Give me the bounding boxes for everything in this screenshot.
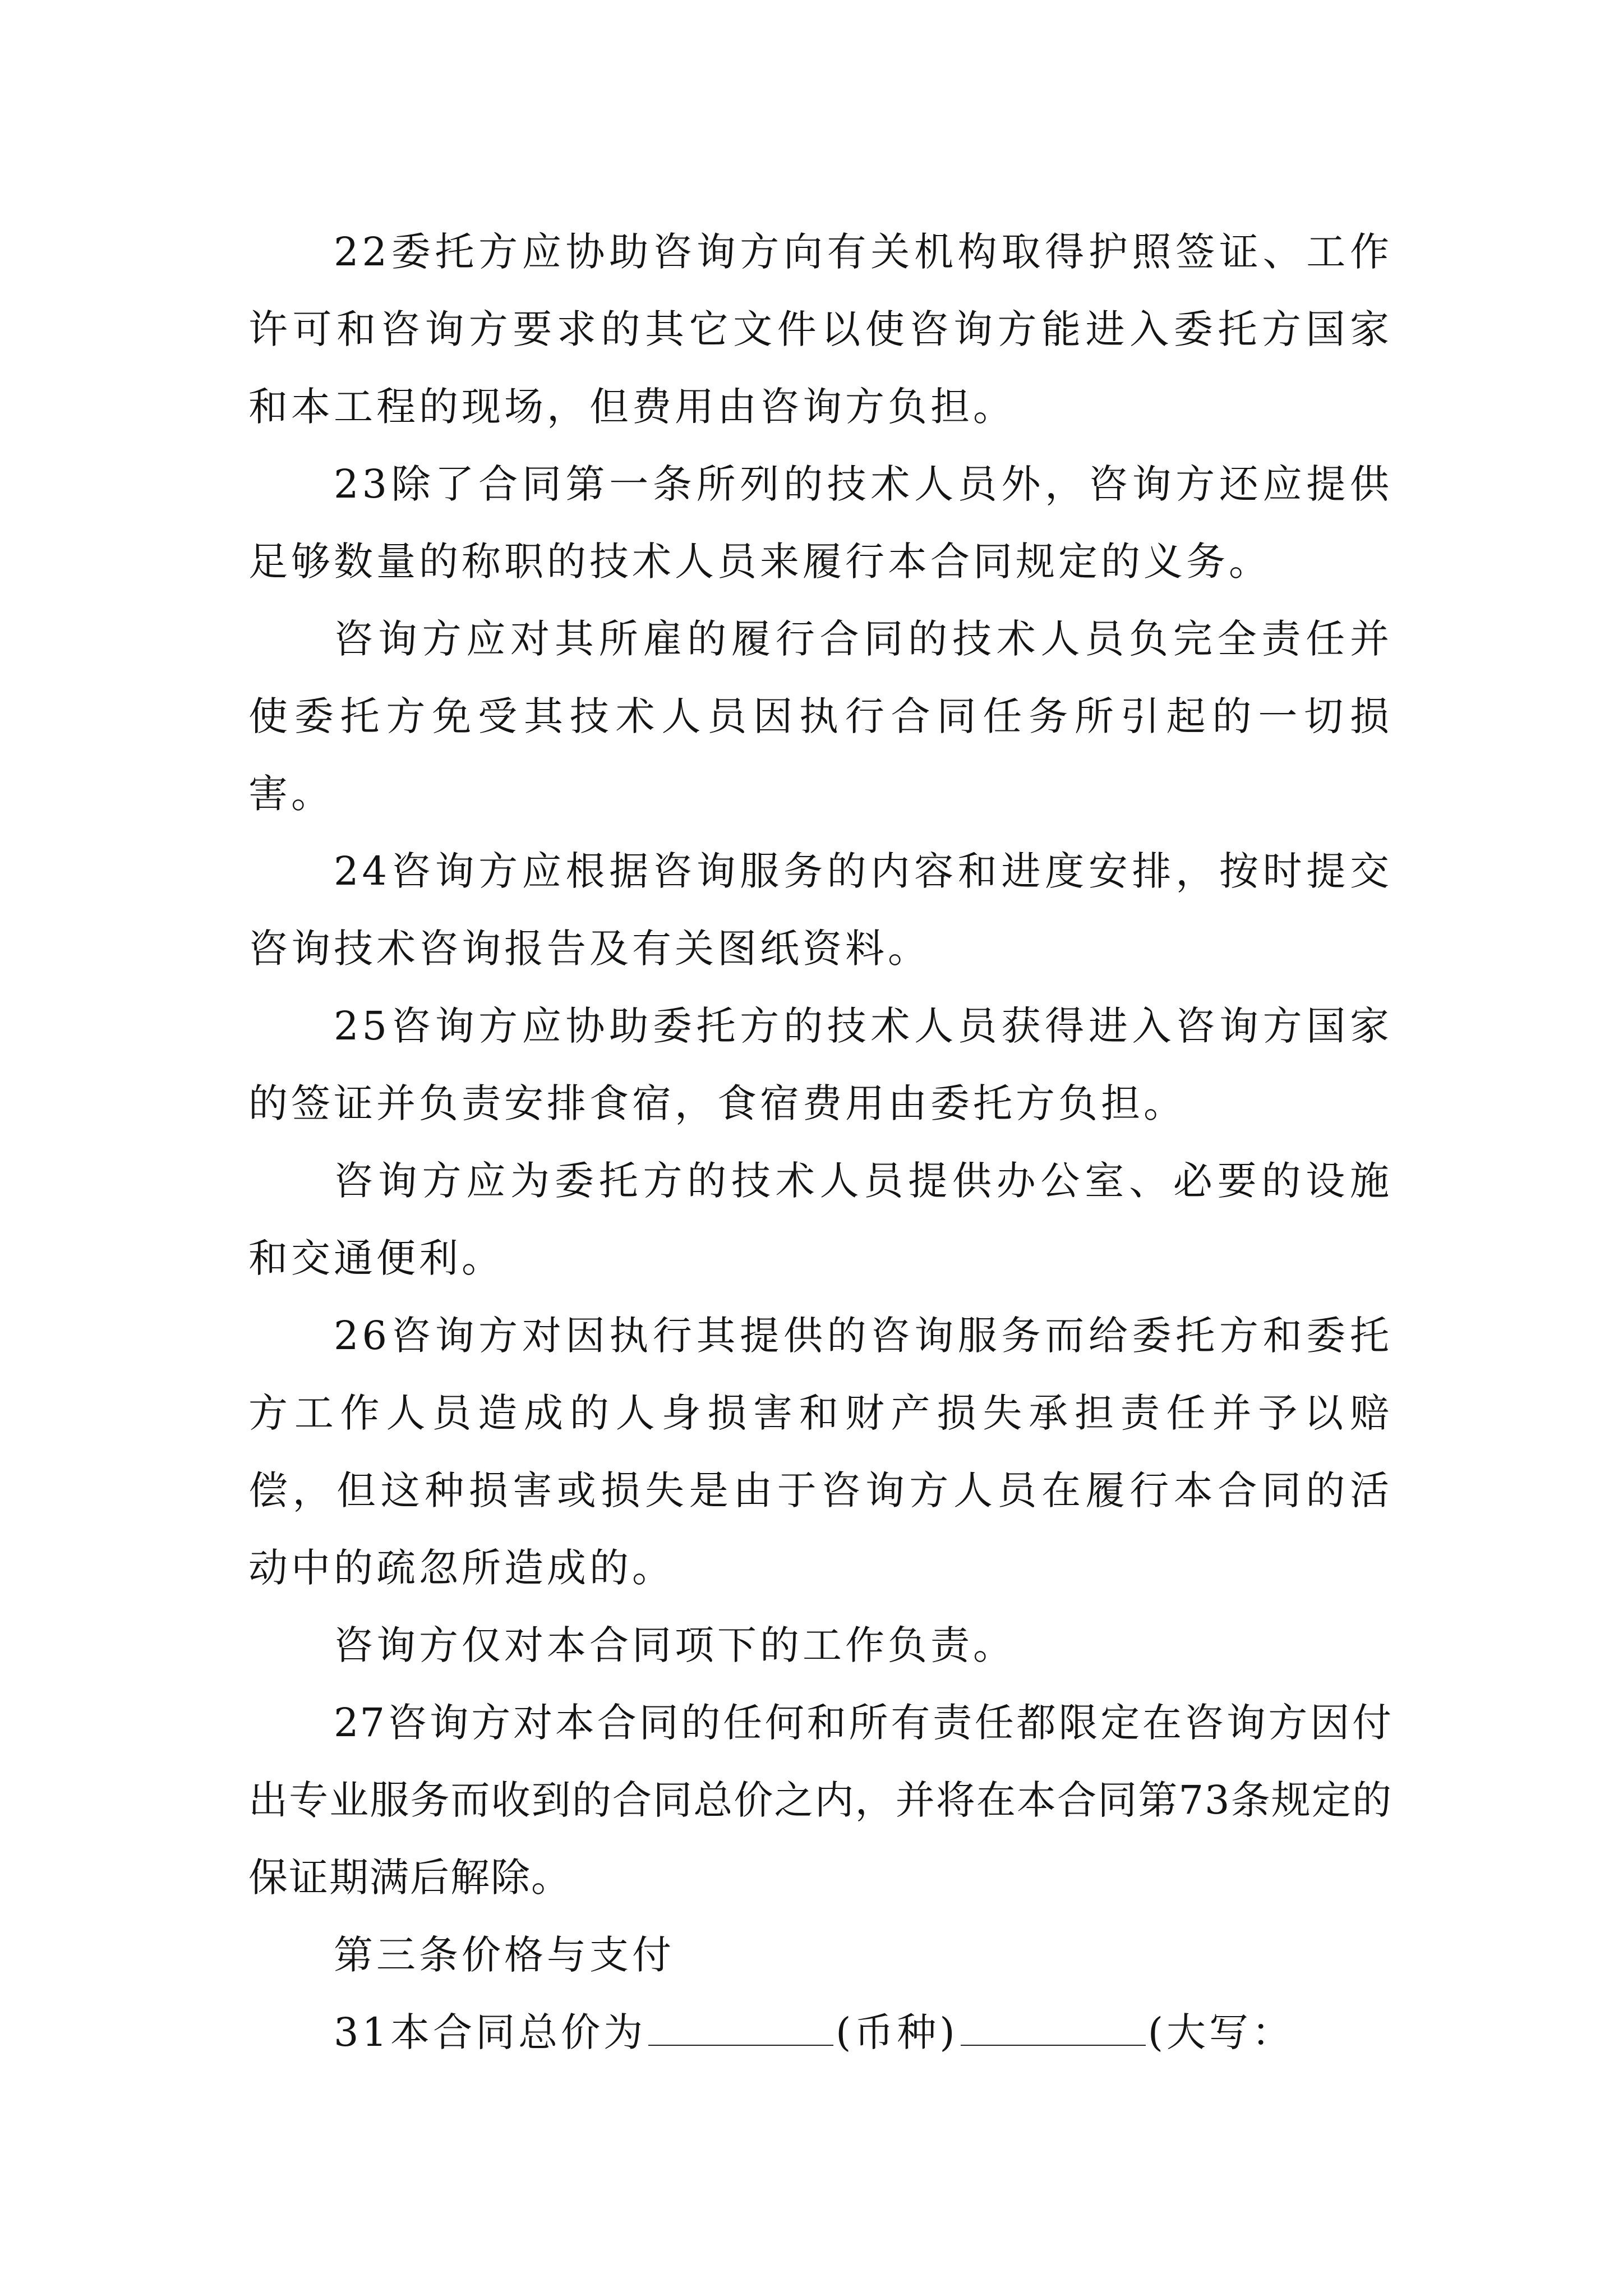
clause-24: 24咨询方应根据咨询服务的内容和进度安排，按时提交咨询技术咨询报告及有关图纸资料。 <box>248 848 1393 972</box>
currency-label: (币种) <box>836 2009 958 2055</box>
section-three-heading: 第三条价格与支付 <box>334 1932 675 1978</box>
price-amount-blank <box>648 2005 833 2046</box>
price-capital-blank <box>961 2005 1146 2046</box>
price-line-prefix: 31本合同总价为 <box>334 2009 647 2055</box>
clause-23-responsibility: 咨询方应对其所雇的履行合同的技术人员负完全责任并使委托方免受其技术人员因执行合同任务所引起的一切损害。 <box>248 616 1393 817</box>
clause-26-scope: 咨询方仅对本合同项下的工作负责。 <box>334 1622 1016 1668</box>
clause-31-price-line <box>248 1994 1393 2071</box>
clause-27: 27咨询方对本合同的任何和所有责任都限定在咨询方因付出专业服务而收到的合同总价之内，并将在本合同第73条规定的保证期满后解除。 <box>248 1700 1393 1901</box>
capital-label: (大写： <box>1147 2009 1295 2055</box>
clause-25-office: 咨询方应为委托方的技术人员提供办公室、必要的设施和交通便利。 <box>248 1158 1393 1281</box>
clause-22: 22委托方应协助咨询方向有关机构取得护照签证、工作许可和咨询方要求的其它文件以使咨询方能进入委托方国家和本工程的现场，但费用由咨询方负担。 <box>248 229 1393 430</box>
clause-23: 23除了合同第一条所列的技术人员外，咨询方还应提供足够数量的称职的技术人员来履行本合同规定的义务。 <box>248 461 1393 585</box>
clause-26: 26咨询方对因执行其提供的咨询服务而给委托方和委托方工作人员造成的人身损害和财产损失承担责任并予以赔偿，但这种损害或损失是由于咨询方人员在履行本合同的活动中的疏忽所造成的。 <box>248 1313 1393 1591</box>
clause-25: 25咨询方应协助委托方的技术人员获得进入咨询方国家的签证并负责安排食宿，食宿费用由委托方负担。 <box>248 1003 1393 1126</box>
document-body <box>248 213 1393 2071</box>
